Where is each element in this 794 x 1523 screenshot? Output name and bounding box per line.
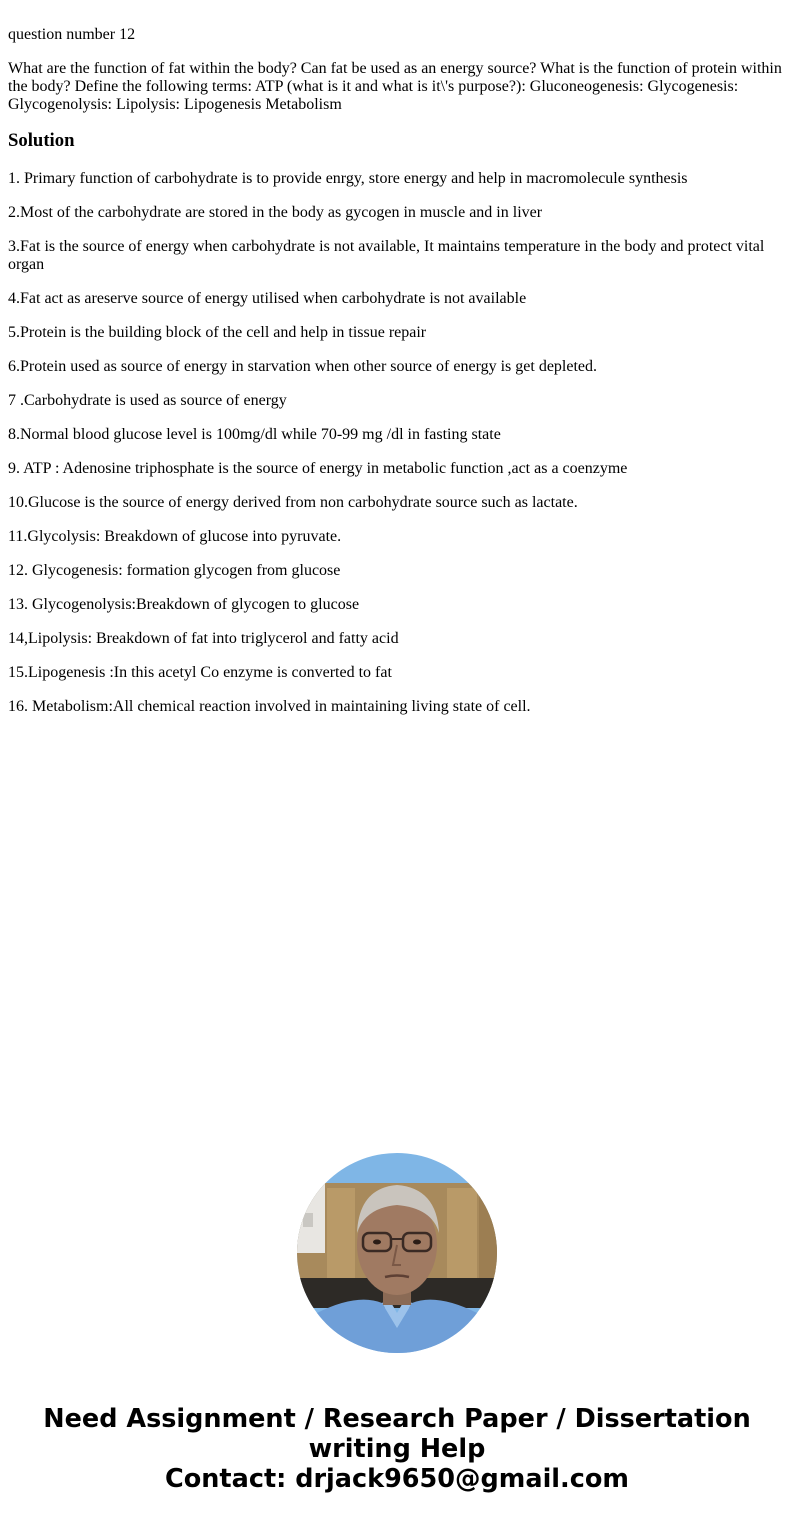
solution-item: 11.Glycolysis: Breakdown of glucose into pyruvate. — [8, 528, 342, 545]
solution-item: 1. Primary function of carbohydrate is to provide enrgy, store energy and help in macromolecule synthesis — [8, 170, 688, 187]
solution-item: 10.Glucose is the source of energy derived from non carbohydrate source such as lactate. — [8, 494, 578, 511]
solution-item: 14,Lipolysis: Breakdown of fat into triglycerol and fatty acid — [8, 630, 399, 647]
solution-item: 8.Normal blood glucose level is 100mg/dl while 70-99 mg /dl in fasting state — [8, 426, 501, 443]
solution-title: Solution — [8, 130, 75, 151]
person-photo-icon — [297, 1153, 497, 1353]
solution-item: 4.Fat act as areserve source of energy utilised when carbohydrate is not available — [8, 290, 527, 307]
promo-contact: Contact: drjack9650@gmail.com — [165, 1464, 629, 1494]
question-heading: question number 12 — [8, 26, 136, 43]
question-text: What are the function of fat within the body? Can fat be used as an energy source? What is the function of protein within the body? Define the following terms: ATP (what is it and what is it\'s purpose?): Gluconeogenesis: Glycogenesis: Glycogenolysis: Lipolysis: Lipogenesis Metabolism — [8, 60, 782, 113]
solution-item: 16. Metabolism:All chemical reaction involved in maintaining living state of cell. — [8, 698, 531, 715]
solution-item: 13. Glycogenolysis:Breakdown of glycogen to glucose — [8, 596, 360, 613]
solution-item: 3.Fat is the source of energy when carbohydrate is not available, It maintains temperature in the body and protect vital organ — [8, 238, 765, 273]
solution-item: 5.Protein is the building block of the cell and help in tissue repair — [8, 324, 427, 341]
promo-headline: Need Assignment / Research Paper / Dissertation writing Help — [43, 1404, 751, 1464]
promo-banner — [0, 1404, 794, 1494]
author-avatar — [297, 1153, 497, 1353]
solution-item: 2.Most of the carbohydrate are stored in the body as gycogen in muscle and in liver — [8, 204, 543, 221]
solution-item: 6.Protein used as source of energy in starvation when other source of energy is get depleted. — [8, 358, 598, 375]
document-body — [8, 26, 786, 732]
solution-item: 9. ATP : Adenosine triphosphate is the source of energy in metabolic function ,act as a coenzyme — [8, 460, 628, 477]
solution-item: 15.Lipogenesis :In this acetyl Co enzyme is converted to fat — [8, 664, 392, 681]
solution-item: 7 .Carbohydrate is used as source of energy — [8, 392, 287, 409]
solution-item: 12. Glycogenesis: formation glycogen from glucose — [8, 562, 341, 579]
